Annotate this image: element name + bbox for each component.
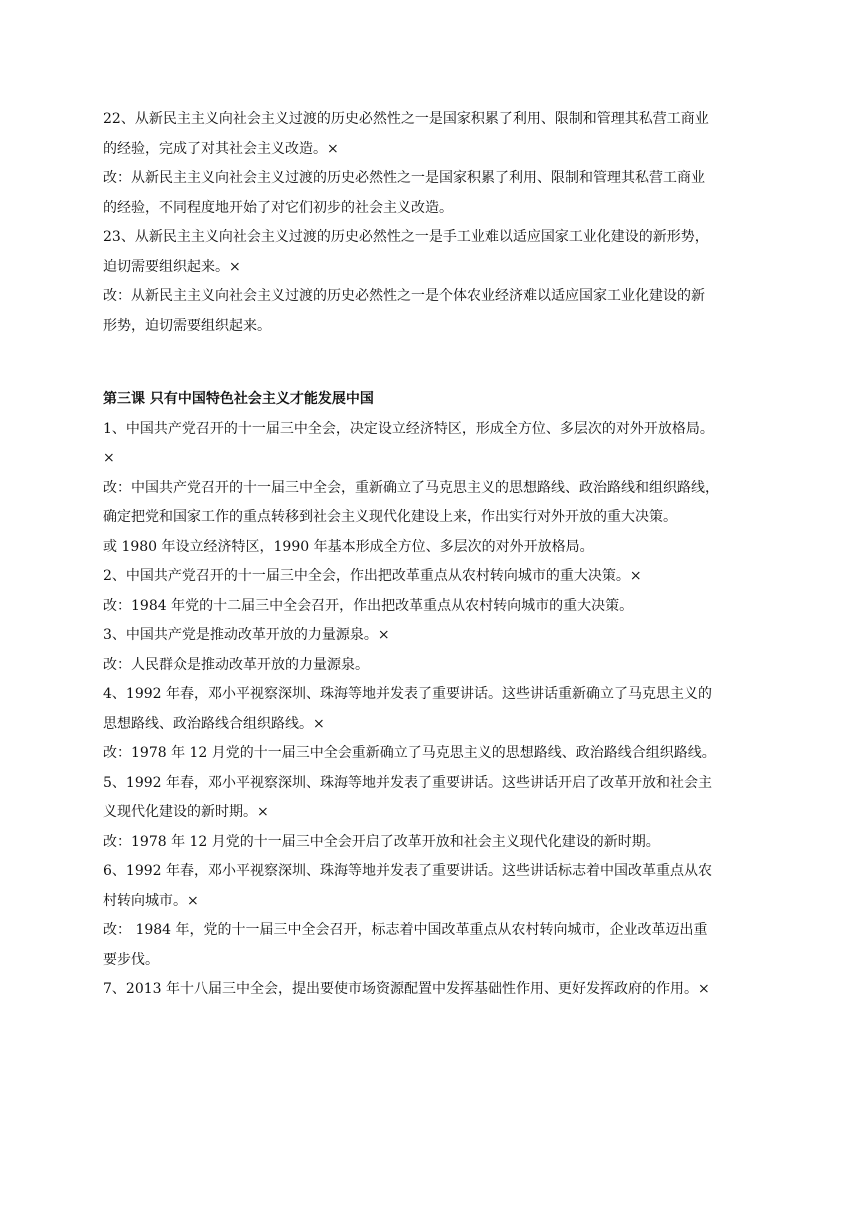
text-line: 形势，迫切需要组织起来。 [103, 317, 271, 334]
text-line: 义现代化建设的新时期。× [103, 804, 269, 820]
text-line: 确定把党和国家工作的重点转移到社会主义现代化建设上来，作出实行对外开放的重大决策。 [103, 509, 677, 525]
section-spacer [103, 341, 763, 385]
text-line: 1、中国共产党召开的十一届三中全会，决定设立经济特区，形成全方位、多层次的对外开放格局。 [103, 420, 714, 437]
text-line: 改： 1984 年，党的十一届三中全会召开，标志着中国改革重点从农村转向城市，企业改革迈出重 [103, 922, 708, 938]
text-line: 村转向城市。× [103, 892, 199, 909]
text-line: 3、中国共产党是推动改革开放的力量源泉。× [103, 627, 390, 643]
section-heading: 第三课 只有中国特色社会主义才能发展中国 [103, 391, 374, 407]
text-line: × [103, 450, 115, 466]
text-line: 要步伐。 [103, 951, 159, 968]
text-line: 的经验，完成了对其社会主义改造。× [103, 140, 339, 157]
text-line: 改：1978 年 12 月党的十一届三中全会开启了改革开放和社会主义现代化建设的新时期。 [103, 833, 660, 850]
text-line: 23、从新民主主义向社会主义过渡的历史必然性之一是手工业难以适应国家工业化建设的新形势， [103, 229, 709, 245]
text-line: 迫切需要组织起来。× [103, 258, 241, 275]
text-line: 改：从新民主主义向社会主义过渡的历史必然性之一是个体农业经济难以适应国家工业化建设的新 [103, 288, 705, 304]
text-line: 改：中国共产党召开的十一届三中全会，重新确立了马克思主义的思想路线、政治路线和组织路线， [103, 479, 719, 496]
text-line: 4、1992 年春，邓小平视察深圳、珠海等地并发表了重要讲话。这些讲话重新确立了马克思主义的 [103, 686, 712, 702]
text-line: 改：1978 年 12 月党的十一届三中全会重新确立了马克思主义的思想路线、政治路线合组织路线。 [103, 745, 716, 761]
text-line: 2、中国共产党召开的十一届三中全会，作出把改革重点从农村转向城市的重大决策。× [103, 568, 642, 584]
document-body [103, 105, 763, 1005]
text-line: 的经验，不同程度地开始了对它们初步的社会主义改造。 [103, 199, 453, 216]
text-line: 改：人民群众是推动改革开放的力量源泉。 [103, 656, 369, 673]
text-line: 5、1992 年春，邓小平视察深圳、珠海等地并发表了重要讲话。这些讲话开启了改革开放和社会主 [103, 774, 712, 791]
text-line: 改：1984 年党的十二届三中全会召开，作出把改革重点从农村转向城市的重大决策。 [103, 597, 634, 614]
text-line: 7、2013 年十八届三中全会，提出要使市场资源配置中发挥基础性作用、更好发挥政府的作用。× [103, 981, 710, 997]
text-line: 22、从新民主主义向社会主义过渡的历史必然性之一是国家积累了利用、限制和管理其私营工商业 [103, 111, 709, 127]
text-line: 6、1992 年春，邓小平视察深圳、珠海等地并发表了重要讲话。这些讲话标志着中国改革重点从农 [103, 863, 712, 879]
text-line: 思想路线、政治路线合组织路线。× [103, 715, 325, 732]
text-line: 改：从新民主主义向社会主义过渡的历史必然性之一是国家积累了利用、限制和管理其私营工商业 [103, 170, 705, 186]
text-line: 或 1980 年设立经济特区，1990 年基本形成全方位、多层次的对外开放格局。 [103, 538, 594, 555]
